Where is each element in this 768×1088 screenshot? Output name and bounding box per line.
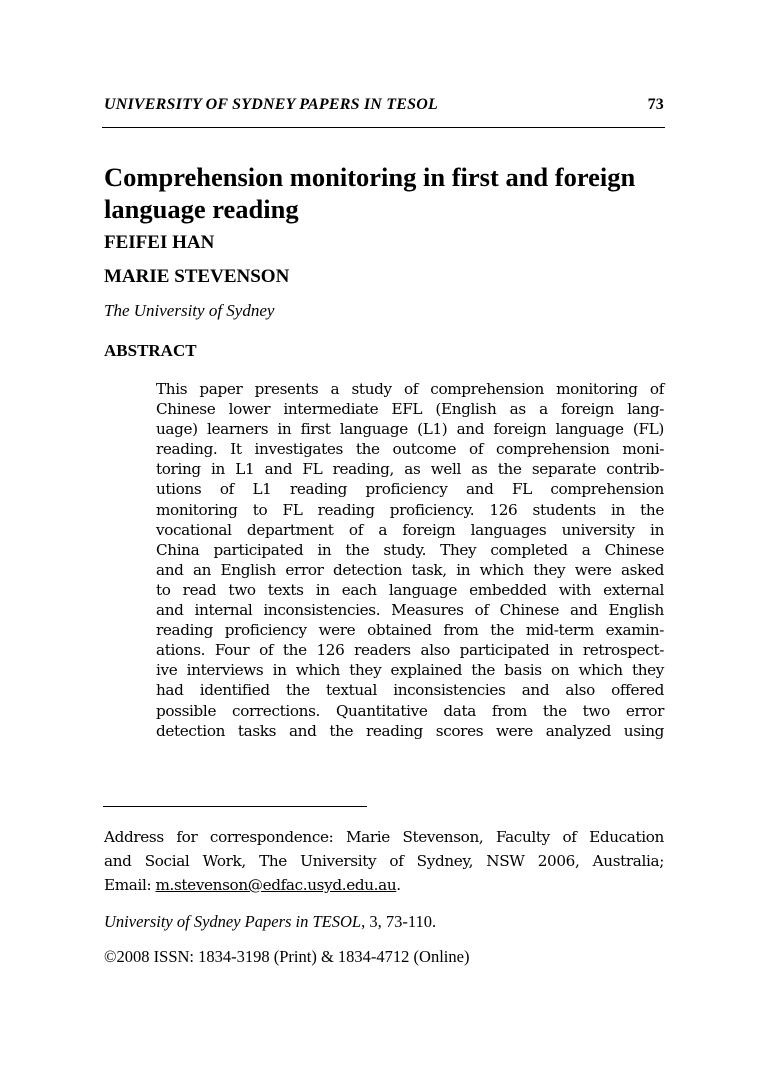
abstract-line: had identified the textual inconsistencies and also offered [156,681,664,700]
abstract-text [156,379,664,741]
abstract-line: monitoring to FL reading proficiency. 126 students in the [156,500,664,519]
abstract-line: and an English error detection task, in which they were asked [156,560,664,579]
header-rule [102,127,665,128]
abstract-heading: ABSTRACT [104,341,197,360]
author-name: FEIFEI HAN [104,232,215,253]
running-head [104,96,664,114]
journal-name: University of Sydney Papers in TESOL [104,912,362,931]
abstract-line: Chinese lower intermediate EFL (English as a foreign lang- [156,400,664,419]
author-affiliation: The University of Sydney [104,301,275,320]
correspondence-footnote [104,825,664,897]
journal-citation [104,912,436,932]
email-label: Email: [104,876,156,894]
email-link[interactable]: m.stevenson@edfac.usyd.edu.au [155,876,397,894]
abstract-line: uage) learners in first language (L1) and foreign language (FL) [156,420,664,439]
abstract-line: to read two texts in each language embedded with external [156,580,664,599]
footnote-line: and Social Work, The University of Sydney, NSW 2006, Australia; [104,852,664,870]
abstract-line: vocational department of a foreign languages university in [156,520,664,539]
abstract-line: ations. Four of the 126 readers also participated in retrospect- [156,641,664,660]
footnote-email-line [104,873,664,897]
running-head-title: UNIVERSITY OF SYDNEY PAPERS IN TESOL [104,96,438,113]
citation-details: , 3, 73-110. [361,912,437,931]
footnote-line: Address for correspondence: Marie Stevenson, Faculty of Education [104,828,664,846]
page-number: 73 [647,96,664,113]
abstract-line: China participated in the study. They completed a Chinese [156,540,664,559]
abstract-line: and internal inconsistencies. Measures of Chinese and English [156,601,664,620]
abstract-line: utions of L1 reading proficiency and FL comprehension [156,480,664,499]
email-suffix: . [396,876,401,894]
abstract-line: reading. It investigates the outcome of comprehension moni- [156,440,664,459]
copyright-line: ©2008 ISSN: 1834-3198 (Print) & 1834-4712 (Online) [104,947,470,966]
abstract-line: toring in L1 and FL reading, as well as the separate contrib- [156,460,664,479]
abstract-line: reading proficiency were obtained from the mid-term examin- [156,621,664,640]
abstract-line: This paper presents a study of comprehension monitoring of [156,380,664,398]
author-name: MARIE STEVENSON [104,266,290,287]
article-title: Comprehension monitoring in first and foreign language reading [104,162,636,224]
abstract-line: detection tasks and the reading scores were analyzed using [156,721,664,740]
abstract-line: possible corrections. Quantitative data from the two error [156,701,664,720]
abstract-line: ive interviews in which they explained the basis on which they [156,661,664,680]
footnote-rule [103,806,367,807]
